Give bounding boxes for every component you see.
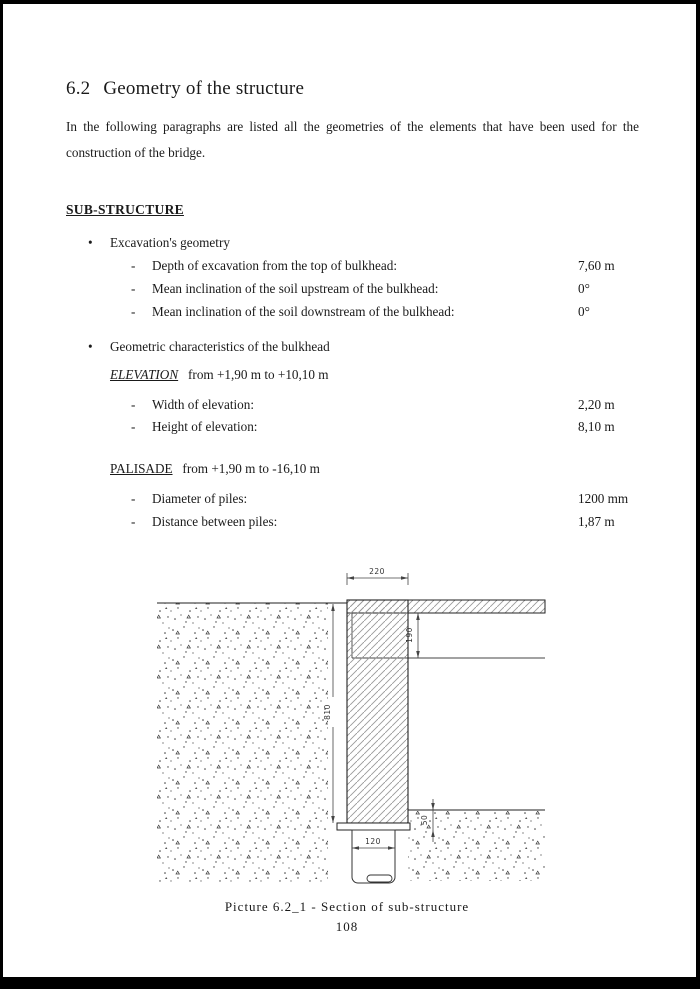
dim-label-50: 50	[420, 814, 429, 826]
substructure-heading: SUB-STRUCTURE	[66, 202, 184, 217]
dash-marker: -	[131, 258, 136, 273]
elevation-range-row	[110, 367, 329, 383]
spec-value: 7,60 m	[578, 258, 615, 273]
spec-value: 2,20 m	[578, 397, 615, 412]
dim-label-190: 190	[405, 627, 414, 643]
section-drawing	[140, 565, 560, 895]
figure-caption: Picture 6.2_1 - Section of sub-structure	[224, 899, 470, 914]
soil-left	[157, 603, 347, 882]
dash-marker: -	[131, 419, 136, 434]
dim-label-810: 810	[323, 704, 332, 720]
section-title-text: Geometry of the structure	[103, 78, 305, 99]
bulkhead-wall	[347, 600, 408, 823]
excavation-title: Excavation's geometry	[110, 235, 230, 250]
section-title	[66, 78, 304, 100]
bullet-marker: •	[88, 235, 93, 250]
dim-label-220: 220	[369, 567, 385, 576]
dash-marker: -	[131, 514, 136, 529]
spec-value: 1,87 m	[578, 514, 615, 529]
spec-value: 0°	[578, 281, 590, 296]
bulkhead-title: Geometric characteristics of the bulkhead	[110, 339, 330, 354]
pile-break-symbol	[367, 875, 392, 882]
elevation-label: ELEVATION	[110, 367, 179, 382]
elevation-range: from +1,90 m to +10,10 m	[188, 367, 329, 382]
palisade-range: from +1,90 m to -16,10 m	[182, 461, 320, 476]
spec-label: Mean inclination of the soil downstream of the bulkhead:	[152, 304, 455, 319]
intro-paragraph: In the following paragraphs are listed all the geometries of the elements that have been used for the construction of the bridge.	[66, 119, 639, 160]
spec-label: Diameter of piles:	[152, 491, 248, 506]
spec-label: Width of elevation:	[152, 397, 255, 412]
spec-value: 0°	[578, 304, 590, 319]
dash-marker: -	[131, 491, 136, 506]
dim-label-120: 120	[365, 837, 381, 846]
spec-label: Distance between piles:	[152, 514, 278, 529]
spec-label: Mean inclination of the soil upstream of the bulkhead:	[152, 281, 439, 296]
bullet-marker: •	[88, 339, 93, 354]
dash-marker: -	[131, 281, 136, 296]
spec-value: 1200 mm	[578, 491, 629, 506]
spec-label: Height of elevation:	[152, 419, 258, 434]
dash-marker: -	[131, 397, 136, 412]
palisade-label: PALISADE	[110, 461, 173, 476]
spec-value: 8,10 m	[578, 419, 615, 434]
dimension-wall-width	[347, 567, 408, 585]
palisade-range-row	[110, 461, 320, 477]
section-number: 6.2	[66, 78, 91, 99]
pile-cap	[337, 823, 410, 830]
spec-label: Depth of excavation from the top of bulkhead:	[152, 258, 397, 273]
dash-marker: -	[131, 304, 136, 319]
page-number: 108	[335, 919, 359, 934]
